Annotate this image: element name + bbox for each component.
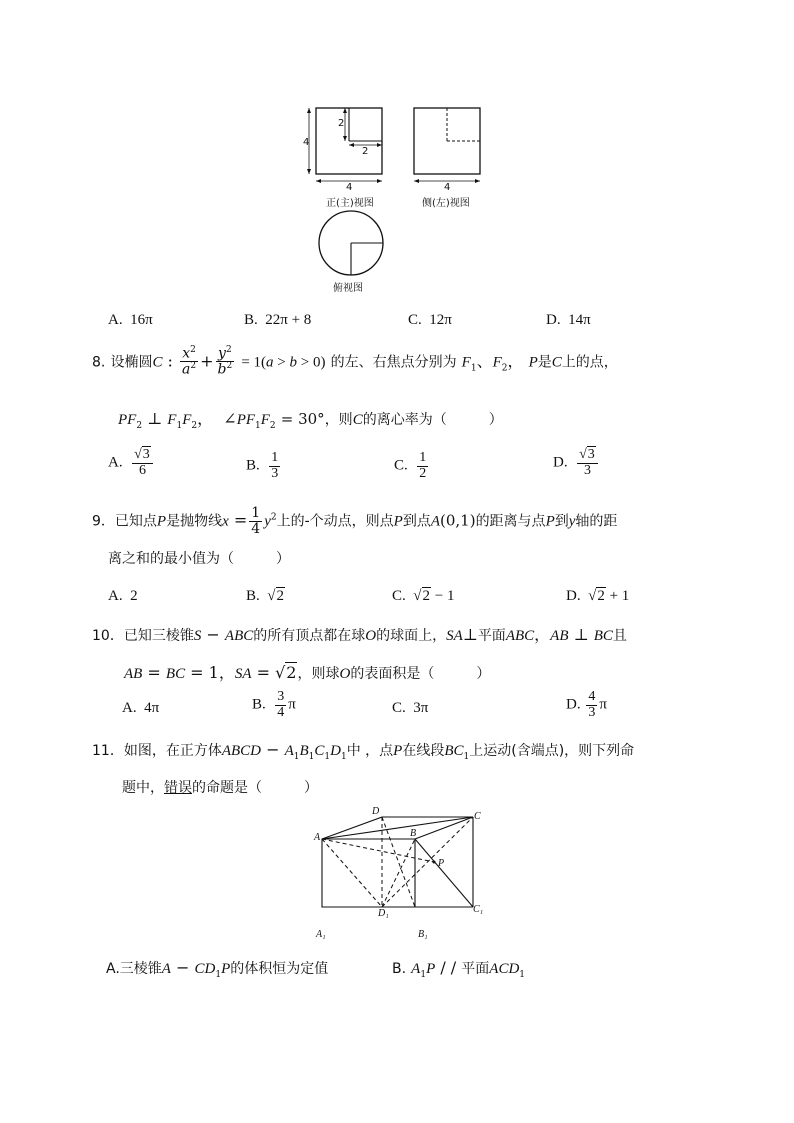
q11-line1: 11．如图，在正方体ABCD − $A_1B_1C_1D_1$中 ，点P在线段$BC_1$上运动(含端点)，则下列命 (92, 740, 635, 763)
q9-line2: 离之和的最小值为（ ） (108, 551, 290, 567)
top-view (319, 211, 383, 275)
q10-option-d: D. $\frac{4}{3}$ π (566, 689, 607, 720)
q11-option-b: B. $A_1P$ / / 平面$ACD_1$ (392, 958, 526, 981)
cube-label-d: D (372, 806, 380, 817)
q7-option-b: B. 22π + 8 (244, 312, 312, 328)
cube-label-b1: B₁ (418, 929, 428, 940)
dim-4-bottom-front: 4 (346, 182, 353, 193)
q8-option-a: A. $\frac{√3}{6}$ (108, 448, 155, 478)
cube-label-c: C (474, 811, 481, 822)
cube-label-d1: D₁ (378, 908, 389, 919)
q11-option-a: A.三棱锥$A - CD_1P$的体积恒为定值 (106, 958, 329, 981)
q8-option-b: B. $\frac{1}{3}$ (246, 450, 279, 481)
q9-line1: 9．已知点P是抛物线x = $\frac{1}{4}$ $y^2$上的-个动点，则点P到点A(0,1)的距离与点P到y轴的距 (92, 505, 618, 537)
dim-2-horizontal: 2 (362, 146, 369, 157)
q8-line2: $PF_2$ ⊥ $F_1F_2$， $\angle PF_1F_2 = 30^\circ$，则C的离心率为（ ） (118, 409, 503, 432)
q9-option-b: B. √2 (246, 588, 284, 604)
q10-line1: 10．已知三棱锥S − ABC的所有顶点都在球O的球面上，SA⊥平面ABC，AB ⊥ BC且 (92, 625, 627, 644)
q10-line2: AB = BC = 1，SA = √2，则球O的表面积是（ ） (124, 663, 491, 682)
q10-option-c: C. 3π (392, 700, 429, 716)
q7-option-c: C. 12π (408, 312, 452, 328)
cube-label-p: P (438, 858, 445, 869)
cube-label-a1: A₁ (316, 929, 326, 940)
q9-option-a: A. 2 (108, 588, 138, 604)
cube-figure (312, 806, 492, 942)
front-view (307, 108, 382, 183)
side-view-label: 侧(左)视图 (422, 198, 470, 209)
cube-label-b: B (410, 828, 417, 839)
dim-4-bottom-side: 4 (444, 182, 451, 193)
q10-option-a: A. 4π (122, 700, 160, 716)
q9-option-c: C. √2 − 1 (392, 588, 455, 604)
side-view (414, 108, 480, 183)
dim-4-left: 4 (303, 137, 310, 148)
q10-option-b: B. $\frac{3}{4}$ π (252, 689, 296, 720)
q8-option-c: C. $\frac{1}{2}$ (394, 450, 427, 481)
top-view-label: 俯视图 (333, 283, 363, 294)
cube-label-c1: C₁ (473, 904, 484, 915)
q9-option-d: D. √2 + 1 (566, 588, 630, 604)
q8-option-d: D. $\frac{√3}{3}$ (553, 448, 600, 478)
q7-option-a: A. 16π (108, 312, 153, 328)
cube-label-a: A (314, 832, 321, 843)
front-view-label: 正(主)视图 (326, 198, 374, 209)
q8-line1: 8. 设椭圆C : $\frac{x^2}{a^2}$ + $\frac{y^2}{b^2}$ = 1(a > b > 0) 的左、右焦点分别为 $F_1$、$F_2$， P是C上的点， (92, 345, 618, 378)
q7-option-d: D. 14π (546, 312, 591, 328)
q11-line2: 题中，错误的命题是（ ） (122, 780, 318, 796)
dim-2-vertical: 2 (338, 118, 345, 129)
